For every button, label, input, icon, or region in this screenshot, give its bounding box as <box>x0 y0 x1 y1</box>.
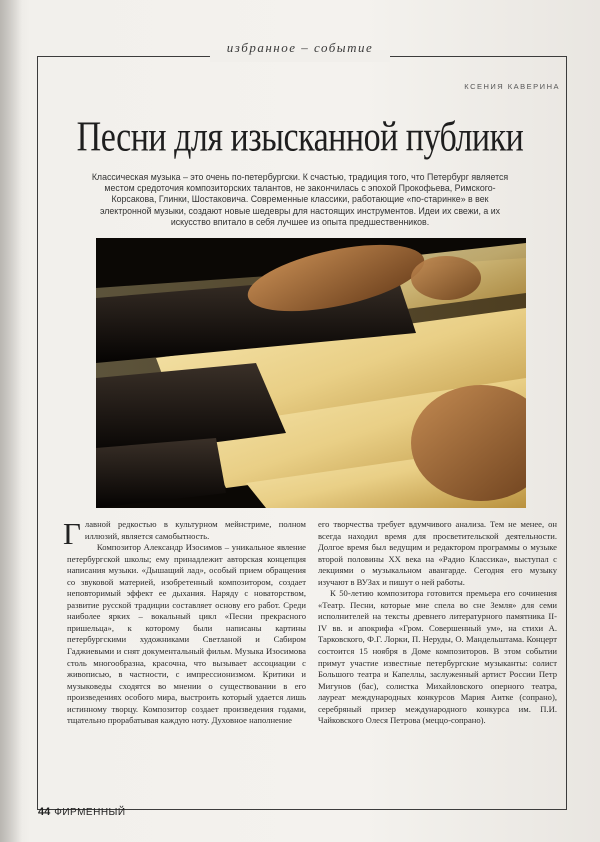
page-footer <box>38 806 126 818</box>
paragraph-text: лавной редкостью в культурном мейнстриме, полном иллюзий, является самобытность. <box>84 519 306 541</box>
article-title: Песни для изысканной публики <box>76 114 524 161</box>
paragraph <box>63 516 306 551</box>
section-label: избранное – событие <box>226 40 374 55</box>
column-right <box>318 519 557 799</box>
piano-keys-illustration <box>96 238 526 508</box>
article-body <box>63 516 557 799</box>
piano-keys-photo <box>96 238 526 508</box>
dropcap: Г <box>63 516 81 551</box>
column-left <box>63 516 306 799</box>
author-byline: КСЕНИЯ КАВЕРИНА <box>464 82 560 91</box>
paragraph: Композитор Александр Изосимов – уникальное явление петербургской школы; ему принадлежит авторская концепция написания музыки. «Дышащий лад», особый прием обращения со звуковой материей, изобретенный композитором, создает неповторимый эффект ее дыхания. Наряду с новаторством, развитие русской традиции составляет основу его работ. Среди наиболее ярких – вокальный цикл «Песни прекрасного пришельца», к которому были написаны картины петербургскими художниками Светланой и Сабиром Гаджиевыми и снят документальный фильм. Музыка Изосимова столь многообразна, красочна, что вызывает ассоциации с живописью, в частности, с импрессионизмом. Критики и музыковеды сходятся во мнении о существовании в его произведениях особого мира, выстроить который удается лишь истинному творцу. Композитор создает произведения годами, тщательно прорабатывая каждую ноту. Духовное наполнение <box>67 542 306 726</box>
page-number: 44 <box>38 806 51 818</box>
article-lead: Классическая музыка – это очень по-петербургски. К счастью, традиция того, что Петербург является местом средоточия композиторских талантов, не закончилась с эпохой Прокофьева, Римского-Корсакова, Глинки, Шостаковича. Современные классики, работающие «по-старинке» в век электронной музыки, создают новые шедевры для настоящих инструментов. Идеи их свежи, а их искусство впитало в себя лучшее из опыта предшественников. <box>91 172 509 227</box>
paragraph: К 50-летию композитора готовится премьера его сочинения «Театр. Песни, которые мне спела во сне Земля» для семи исполнителей на тексты древнего литературного памятника II-IV вв. и апокрифа «Гром. Совершенный ум», на стихи А. Тарковского, Ф.Г. Лорки, П. Неруды, О. Мандельштама. Концерт состоится 15 ноября в Доме композиторов. В этом событии примут участие известные петербургские музыканты: солист Большого театра и Капеллы, заслуженный артист России Петр Мигунов (бас), солистка Михайловского оперного театра, лауреат международных конкурсов Мария Аитке (сопрано), серебряный призер международного конкурса им. П.И. Чайковского Олеся Петрова (меццо-сопрано). <box>318 588 557 726</box>
paragraph: его творчества требует вдумчивого анализа. Тем не менее, он всегда находил время для просветительской деятельности. Долгое время был ведущим и редактором программы о музыке второй половины XX века на «Радио Классика», выступал с лекциями о музыкальном авангарде. Сегодня его музыку изучают в ВУЗах и пишут о ней работы. <box>318 519 557 587</box>
magazine-name: ФИРМЕННЫЙ <box>54 807 126 818</box>
